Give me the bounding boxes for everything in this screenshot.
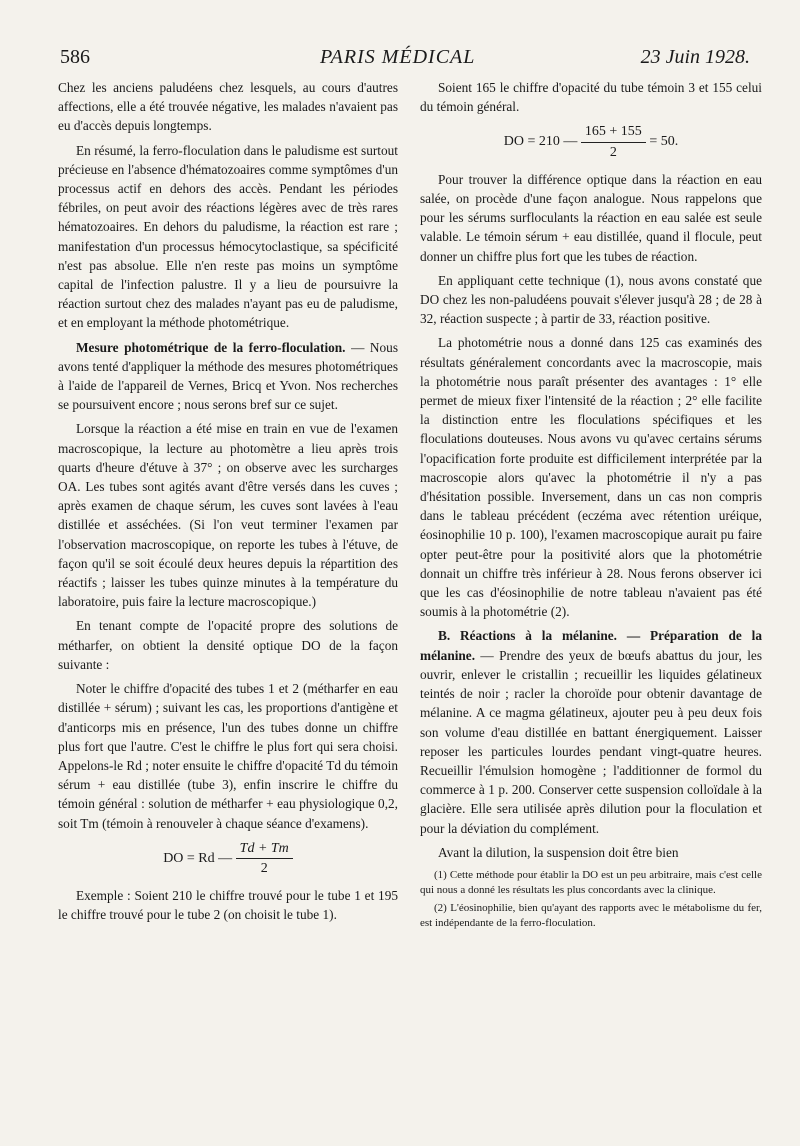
fraction-denominator: 2	[260, 860, 268, 876]
paragraph: Exemple : Soient 210 le chiffre trouvé pour le tube 1 et 195 le chiffre trouvé pour le tube 2 (on choisit le tube 1).	[58, 888, 398, 923]
section-title: B. Réactions à la mélanine. — Préparation de la mélanine.	[420, 628, 762, 663]
paragraph	[420, 626, 762, 837]
paragraph: En appliquant cette technique (1), nous avons constaté que DO chez les non-paludéens pouvait s'élever jusqu'à 28 ; de 28 à 32, réaction suspecte ; à partir de 33, réaction positive.	[420, 272, 762, 327]
fraction	[236, 839, 293, 878]
page-number: 586	[60, 46, 90, 68]
fraction-denominator: 2	[609, 144, 617, 160]
paragraph: En tenant compte de l'opacité propre des solutions de métharfer, on obtient la densité optique DO de la façon suivante :	[58, 618, 398, 672]
footnote: (1) Cette méthode pour établir la DO est un peu arbitraire, mais c'est celle qui nous a donné les résultats les plus concordants avec la clinique.	[420, 868, 762, 896]
formula	[58, 839, 398, 878]
paragraph: Lorsque la réaction a été mise en train en vue de l'examen macroscopique, la lecture au photomètre a lieu après trois quarts d'heure d'étuve à 37° ; on observe avec les surcharges OA. Les tubes sont agités avant d'être versés dans les cuves ; après examen de chaque sérum, les cuves sont lavées à l'eau distillée et asséchées. (Si l'on veut terminer l'examen par l'observation macroscopique, on reporte les tubes à l'étuve, de façon qu'il se soit écoulé deux heures depuis la répartition des réactifs ; laisser les tubes quinze minutes à la température du laboratoire, puis faire la lecture macroscopique.)	[58, 421, 398, 610]
formula	[420, 122, 762, 161]
fraction-numerator: Td + Tm	[236, 839, 293, 859]
section-title: Mesure photométrique de la ferro-floculation.	[76, 339, 346, 355]
formula-lhs: DO = 210 —	[503, 134, 578, 150]
paragraph: La photométrie nous a donné dans 125 cas examinés des résultats généralement concordants avec la macroscopie, mais la photométrie nous paraît présenter des avantages : 1° elle permet de mieux fixer l'intensité de la réaction ; 2° elle facilite la distinction entre les floculations spécifiques et les floculations douteuses. Nous avons vu qu'avec certains sérums l'opacification forte produite est difficilement interprétée par la macroscopie alors qu'avec la photométrie il n'y a pas d'hésitation possible. Inversement, dans un cas non compris dans le tableau précédent (eczéma avec rétention uréique, éosinophilie 10 p. 100), l'examen macroscopique aurait pu faire opter peut-être pour la positivité alors que la photométrie donnait un chiffre très inférieur à 28. Nous ferons observer ici que les cas d'éosinophilie de notre tableau n'avaient pas été soumis à la photométrie (2).	[420, 335, 762, 620]
issue-date: 23 Juin 1928.	[640, 46, 750, 68]
paragraph: Pour trouver la différence optique dans la réaction en eau salée, on procède d'une façon analogue. Nous rappelons que pour les sérums surfloculants la réaction en eau salée est seule valable. Le témoin sérum + eau distillée, quand il flocule, peut donner un chiffre plus fort que les tubes de réaction.	[420, 171, 762, 264]
paragraph: Avant la dilution, la suspension doit être bien	[438, 844, 679, 860]
paragraph: Noter le chiffre d'opacité des tubes 1 et 2 (métharfer en eau distillée + sérum) ; suivant les cas, les proportions d'antigène et d'anticorps mis en présence, l'un des tubes donne un chiffre plus fort que l'autre. C'est le chiffre le plus fort qui sera choisi. Appelons-le Rd ; noter ensuite le chiffre d'opacité Td du témoin sérum + eau distillée (tube 3), enfin inscrire le chiffre du témoin général : solution de métharfer + eau physiologique 0,2, soit Tm (témoin à renouveler à chaque séance d'examens).	[58, 681, 398, 831]
left-column	[58, 78, 398, 930]
paragraph	[58, 338, 398, 415]
journal-title: PARIS MÉDICAL	[320, 46, 476, 68]
footnotes	[420, 868, 762, 931]
section-text: — Prendre des yeux de bœufs abattus du jour, les ouvrir, enlever le cristallin ; recueillir les liquides gélatineux teintés de noir ; racler la choroïde pour obtenir davantage de mélanine. A ce magma gélatineux, ajouter peu à peu deux fois son volume d'eau distillée en battant énergiquement. Laisser reposer les particules lourdes pendant vingt-quatre heures. Recueillir l'émulsion homogène ; l'additionner de formol du commerce à 1 p. 200. Conserver cette suspension colloïdale à la glacière. Elle sera utilisée après dilution pour la floculation et pour la déviation du complément.	[420, 647, 762, 836]
formula-lhs: DO = Rd —	[163, 850, 233, 866]
paragraph: Soient 165 le chiffre d'opacité du tube témoin 3 et 155 celui du témoin général.	[420, 80, 762, 115]
fraction	[581, 122, 646, 161]
right-column	[420, 78, 762, 934]
section-text: — Nous avons tenté d'appliquer la méthode des mesures photométriques à l'aide de l'appareil de Vernes, Bricq et Yvon. Nos recherches se poursuivent encore ; nous serons bref sur ce sujet.	[58, 339, 398, 413]
paragraph: Chez les anciens paludéens chez lesquels, au cours d'autres affections, elle a été trouvée négative, les malades n'avaient pas eu d'accès depuis longtemps.	[58, 80, 398, 134]
formula-rhs: = 50.	[649, 134, 679, 150]
footnote: (2) L'éosinophilie, bien qu'ayant des rapports avec le métabolisme du fer, est indépendante de la ferro-floculation.	[420, 901, 762, 929]
running-header	[60, 46, 750, 74]
fraction-numerator: 165 + 155	[581, 122, 646, 142]
paragraph: En résumé, la ferro-floculation dans le paludisme est surtout précieuse en l'absence d'hématozoaires comme symptômes d'un processus actif en dehors des accès. Pendant les périodes fébriles, on peut avoir des réactions légères avec de très rares hématozoaires. En dehors du paludisme, la réaction est rare ; manifestation d'un processus hémocytoclastique, sa spécificité n'est pas absolue. Elle n'en reste pas moins un symptôme capital de l'infection palustre. Il y a lieu de poursuivre la réaction surtout chez des malades n'ayant pas eu de paludisme, et en employant la méthode photométrique.	[58, 142, 398, 331]
